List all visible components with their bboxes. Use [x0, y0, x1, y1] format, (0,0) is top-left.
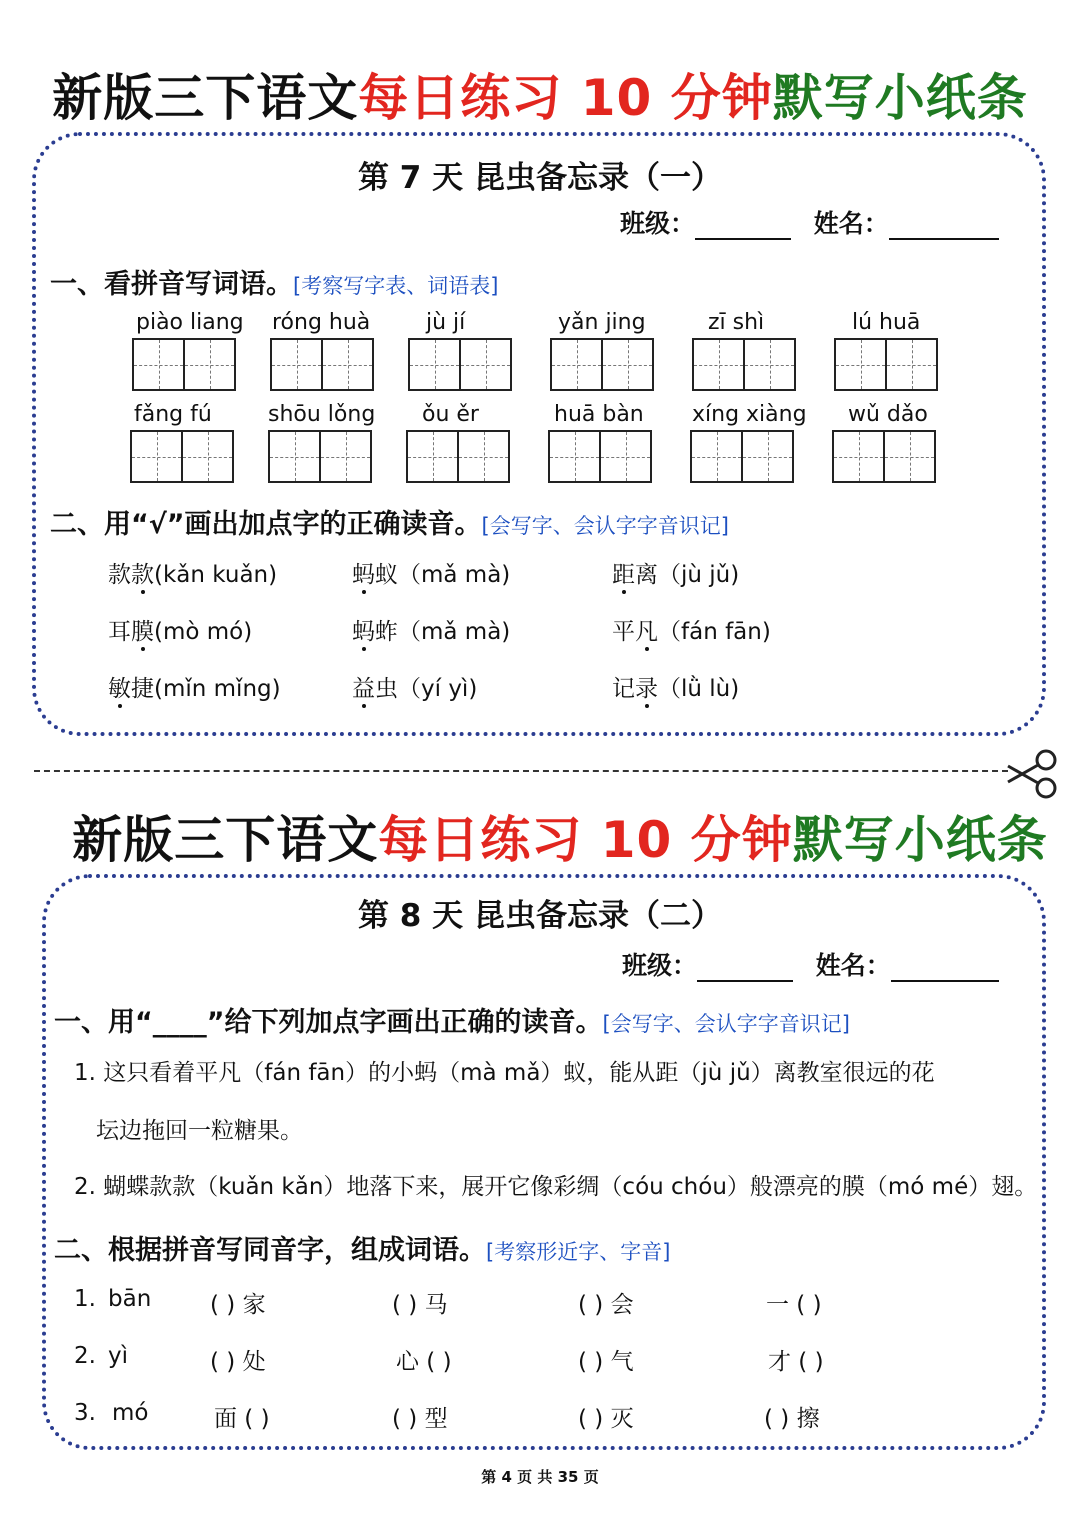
fill-blank[interactable]: ( ) 会	[578, 1292, 634, 1318]
writing-grid[interactable]	[550, 338, 652, 391]
pinyin-label: xíng xiàng	[692, 402, 807, 427]
class-name-fields: 班级： 姓名：	[620, 204, 999, 240]
writing-grid[interactable]	[268, 430, 370, 483]
pinyin-label: zī shì	[708, 310, 765, 335]
pinyin-label: huā bàn	[554, 402, 644, 427]
pinyin-label: ǒu ěr	[422, 402, 479, 427]
reading-item[interactable]: 蚂蚱（mǎ mà)	[352, 619, 511, 645]
card-title: 第 8 天 昆虫备忘录（二）	[358, 898, 722, 934]
fill-blank[interactable]: 心 ( )	[396, 1349, 452, 1375]
fill-blank[interactable]: 一 ( )	[766, 1292, 822, 1318]
pinyin-label: jù jí	[426, 310, 466, 335]
banner-title: 新版三下语文每日练习 10 分钟默写小纸条	[72, 811, 1048, 869]
name-blank[interactable]	[891, 954, 999, 982]
fill-blank[interactable]: ( ) 型	[392, 1406, 448, 1432]
fill-blank[interactable]: ( ) 气	[578, 1349, 634, 1375]
section-heading: 一、看拼音写词语。[考察写字表、词语表]	[50, 269, 499, 300]
reading-item[interactable]: 距离（jù jǔ)	[612, 562, 740, 588]
reading-item[interactable]: 敏捷(mǐn mǐng)	[108, 676, 281, 702]
pinyin-label: róng huà	[272, 310, 371, 335]
reading-item[interactable]: 益虫（yí yì)	[352, 676, 478, 702]
writing-grid[interactable]	[408, 338, 510, 391]
pinyin-label: lú huā	[852, 310, 921, 335]
card-title: 第 7 天 昆虫备忘录（一）	[358, 160, 722, 196]
writing-grid[interactable]	[406, 430, 508, 483]
pinyin-label: fǎng fú	[134, 402, 212, 427]
section-heading: 二、用“√”画出加点字的正确读音。[会写字、会认字字音识记]	[50, 509, 729, 540]
fill-blank[interactable]: ( ) 处	[210, 1349, 266, 1375]
fill-blank[interactable]: 面 ( )	[214, 1406, 270, 1432]
class-blank[interactable]	[695, 212, 791, 240]
section-heading: 一、用“____”给下列加点字画出正确的读音。[会写字、会认字字音识记]	[54, 1007, 850, 1038]
banner-title: 新版三下语文每日练习 10 分钟默写小纸条	[52, 69, 1028, 127]
pinyin-label: piào liang	[136, 310, 244, 335]
writing-grid[interactable]	[690, 430, 792, 483]
reading-item[interactable]: 平凡（fán fān)	[612, 619, 771, 645]
fill-blank[interactable]: ( ) 擦	[764, 1406, 820, 1432]
class-blank[interactable]	[697, 954, 793, 982]
pinyin-label: shōu lǒng	[268, 402, 376, 427]
sentence-1-continued: 坛边拖回一粒糖果。	[96, 1118, 303, 1144]
sentence-1: 1. 这只看着平凡（fán fān）的小蚂（mà mǎ）蚁，能从距（jù jǔ）离教室很远的花	[74, 1060, 935, 1086]
fill-blank[interactable]: 才 ( )	[768, 1349, 824, 1375]
writing-grid[interactable]	[548, 430, 650, 483]
page-number: 第 4 页 共 35 页	[481, 1468, 599, 1486]
writing-grid[interactable]	[692, 338, 794, 391]
reading-item[interactable]: 耳膜(mò mó)	[108, 619, 253, 645]
class-name-fields: 班级： 姓名：	[622, 946, 999, 982]
writing-grid[interactable]	[832, 430, 934, 483]
reading-item[interactable]: 款款(kǎn kuǎn)	[108, 562, 278, 588]
scissors-icon	[1004, 748, 1062, 804]
section-heading: 二、根据拼音写同音字，组成词语。[考察形近字、字音]	[54, 1235, 671, 1266]
fill-blank[interactable]: ( ) 马	[392, 1292, 448, 1318]
writing-grid[interactable]	[834, 338, 936, 391]
reading-item[interactable]: 蚂蚁（mǎ mà)	[352, 562, 511, 588]
reading-item[interactable]: 记录（lǜ lù)	[612, 676, 740, 702]
pinyin-label: wǔ dǎo	[848, 402, 928, 427]
pinyin-label: yǎn jing	[558, 310, 646, 335]
cut-line	[34, 770, 1008, 772]
name-blank[interactable]	[889, 212, 999, 240]
sentence-2: 2. 蝴蝶款款（kuǎn kǎn）地落下来，展开它像彩绸（cóu chóu）般漂亮的膜（mó mé）翅。	[74, 1174, 1038, 1200]
writing-grid[interactable]	[270, 338, 372, 391]
writing-grid[interactable]	[132, 338, 234, 391]
fill-blank[interactable]: ( ) 家	[210, 1292, 266, 1318]
writing-grid[interactable]	[130, 430, 232, 483]
fill-blank[interactable]: ( ) 灭	[578, 1406, 634, 1432]
